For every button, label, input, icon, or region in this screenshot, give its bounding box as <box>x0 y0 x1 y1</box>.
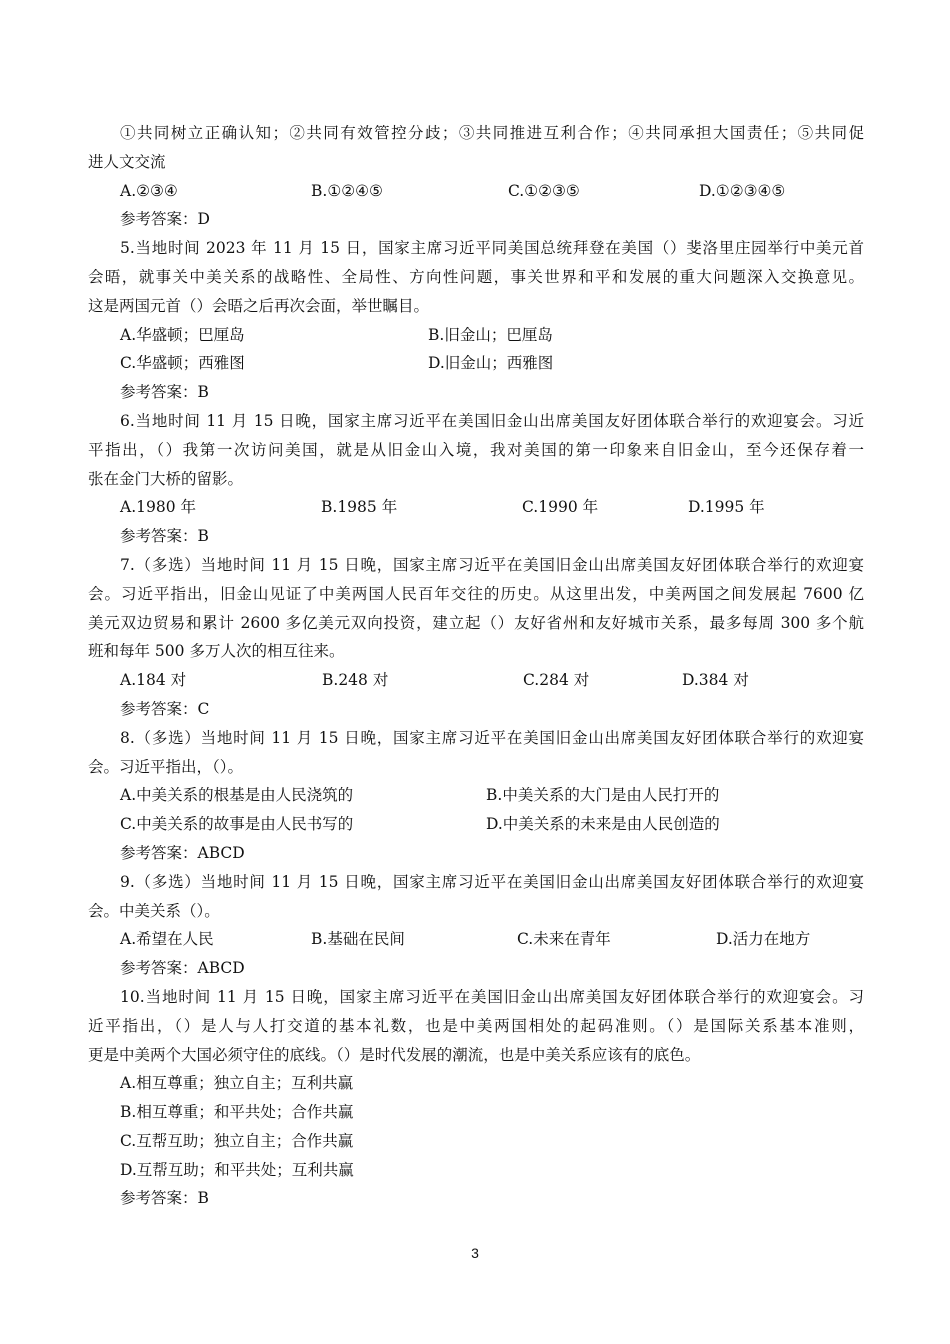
q8-options-row1 <box>88 781 864 810</box>
q6-option-d: D.1995 年 <box>688 498 765 517</box>
q4-answer: 参考答案：D <box>120 210 210 229</box>
q10-option-b: B.相互尊重；和平共处；合作共赢 <box>120 1103 354 1122</box>
q10-answer: 参考答案：B <box>120 1189 209 1208</box>
q6-option-a: A.1980 年 <box>120 498 196 517</box>
q9-option-a: A.希望在人民 <box>120 930 214 949</box>
q5-option-d: D.旧金山；西雅图 <box>428 354 554 373</box>
q4-option-b: B.①②④⑤ <box>311 181 383 200</box>
q9-option-c: C.未来在青年 <box>517 930 611 949</box>
q5-stem-line1: 5.当地时间 2023 年 11 月 15 日，国家主席习近平同美国总统拜登在美国（）斐洛里庄园举行中美元首 <box>120 239 864 258</box>
q9-options <box>88 925 864 954</box>
q10-stem-line1: 10.当地时间 11 月 15 日晚，国家主席习近平在美国旧金山出席美国友好团体联合举行的欢迎宴会。习 <box>120 987 864 1006</box>
q8-option-b: B.中美关系的大门是由人民打开的 <box>486 786 720 805</box>
q4-stem-line2: 进人文交流 <box>88 152 166 171</box>
q5-options-row2 <box>88 349 864 378</box>
q7-option-c: C.284 对 <box>523 671 590 690</box>
q5-options-row1 <box>88 321 864 350</box>
q6-answer: 参考答案：B <box>120 527 209 546</box>
q8-option-c: C.中美关系的故事是由人民书写的 <box>120 815 354 834</box>
q8-stem-line2: 会。习近平指出，（）。 <box>88 757 244 776</box>
q4-option-a: A.②③④ <box>120 181 178 200</box>
page-content <box>88 119 864 1213</box>
q9-option-b: B.基础在民间 <box>311 930 405 949</box>
q9-answer: 参考答案：ABCD <box>120 959 245 978</box>
q10-option-a: A.相互尊重；独立自主；互利共赢 <box>120 1074 354 1093</box>
q6-stem-line1: 6.当地时间 11 月 15 日晚，国家主席习近平在美国旧金山出席美国友好团体联合举行的欢迎宴会。习近 <box>120 411 864 430</box>
q6-option-b: B.1985 年 <box>321 498 398 517</box>
q8-option-d: D.中美关系的未来是由人民创造的 <box>486 815 720 834</box>
q10-stem-line3: 更是中美两个大国必须守住的底线。（）是时代发展的潮流，也是中美关系应该有的底色。 <box>88 1045 701 1064</box>
q8-answer: 参考答案：ABCD <box>120 843 245 862</box>
q5-option-b: B.旧金山；巴厘岛 <box>428 325 553 344</box>
q5-option-a: A.华盛顿；巴厘岛 <box>120 325 245 344</box>
q4-option-c: C.①②③⑤ <box>508 181 580 200</box>
q4-option-d: D.①②③④⑤ <box>699 181 786 200</box>
q7-stem-line3: 美元双边贸易和累计 2600 多亿美元双向投资，建立起（）友好省州和友好城市关系，最多每周 300 多个航 <box>88 613 864 632</box>
q4-stem-line1: ①共同树立正确认知；②共同有效管控分歧；③共同推进互利合作；④共同承担大国责任；⑤共同促 <box>120 124 864 142</box>
q7-answer: 参考答案：C <box>120 699 210 718</box>
q4-options <box>88 177 864 206</box>
page-number: 3 <box>471 1245 479 1261</box>
q5-answer: 参考答案：B <box>120 383 209 402</box>
q5-option-c: C.华盛顿；西雅图 <box>120 354 245 373</box>
q6-options <box>88 493 864 522</box>
q7-stem-line4: 班和每年 500 多万人次的相互往来。 <box>88 642 345 661</box>
q7-option-a: A.184 对 <box>120 671 187 690</box>
q8-option-a: A.中美关系的根基是由人民浇筑的 <box>120 786 354 805</box>
q10-stem-line2: 近平指出，（）是人与人打交道的基本礼数，也是中美两国相处的起码准则。（）是国际关系基本准则， <box>88 1016 864 1035</box>
q7-stem-line2: 会。习近平指出，旧金山见证了中美两国人民百年交往的历史。从这里出发，中美两国之间发展起 7600 亿 <box>88 584 864 603</box>
q7-stem-line1: 7.（多选）当地时间 11 月 15 日晚，国家主席习近平在美国旧金山出席美国友好团体联合举行的欢迎宴 <box>120 555 864 574</box>
q5-stem-line3: 这是两国元首（）会晤之后再次会面，举世瞩目。 <box>88 296 430 315</box>
q6-option-c: C.1990 年 <box>522 498 599 517</box>
q7-option-b: B.248 对 <box>322 671 389 690</box>
q7-options <box>88 666 864 695</box>
q9-option-d: D.活力在地方 <box>716 930 811 949</box>
q10-option-c: C.互帮互助；独立自主；合作共赢 <box>120 1131 354 1150</box>
q5-stem-line2: 会晤，就事关中美关系的战略性、全局性、方向性问题，事关世界和平和发展的重大问题深入交换意见。 <box>88 267 864 286</box>
q6-stem-line3: 张在金门大桥的留影。 <box>88 469 244 488</box>
q8-options-row2 <box>88 810 864 839</box>
q9-stem-line2: 会。中美关系（）。 <box>88 901 220 920</box>
q7-option-d: D.384 对 <box>682 671 749 690</box>
q6-stem-line2: 平指出，（）我第一次访问美国，就是从旧金山入境，我对美国的第一印象来自旧金山，至今还保存着一 <box>88 440 864 459</box>
q10-option-d: D.互帮互助；和平共处；互利共赢 <box>120 1160 354 1179</box>
q9-stem-line1: 9.（多选）当地时间 11 月 15 日晚，国家主席习近平在美国旧金山出席美国友好团体联合举行的欢迎宴 <box>120 872 864 891</box>
q8-stem-line1: 8.（多选）当地时间 11 月 15 日晚，国家主席习近平在美国旧金山出席美国友好团体联合举行的欢迎宴 <box>120 728 864 747</box>
